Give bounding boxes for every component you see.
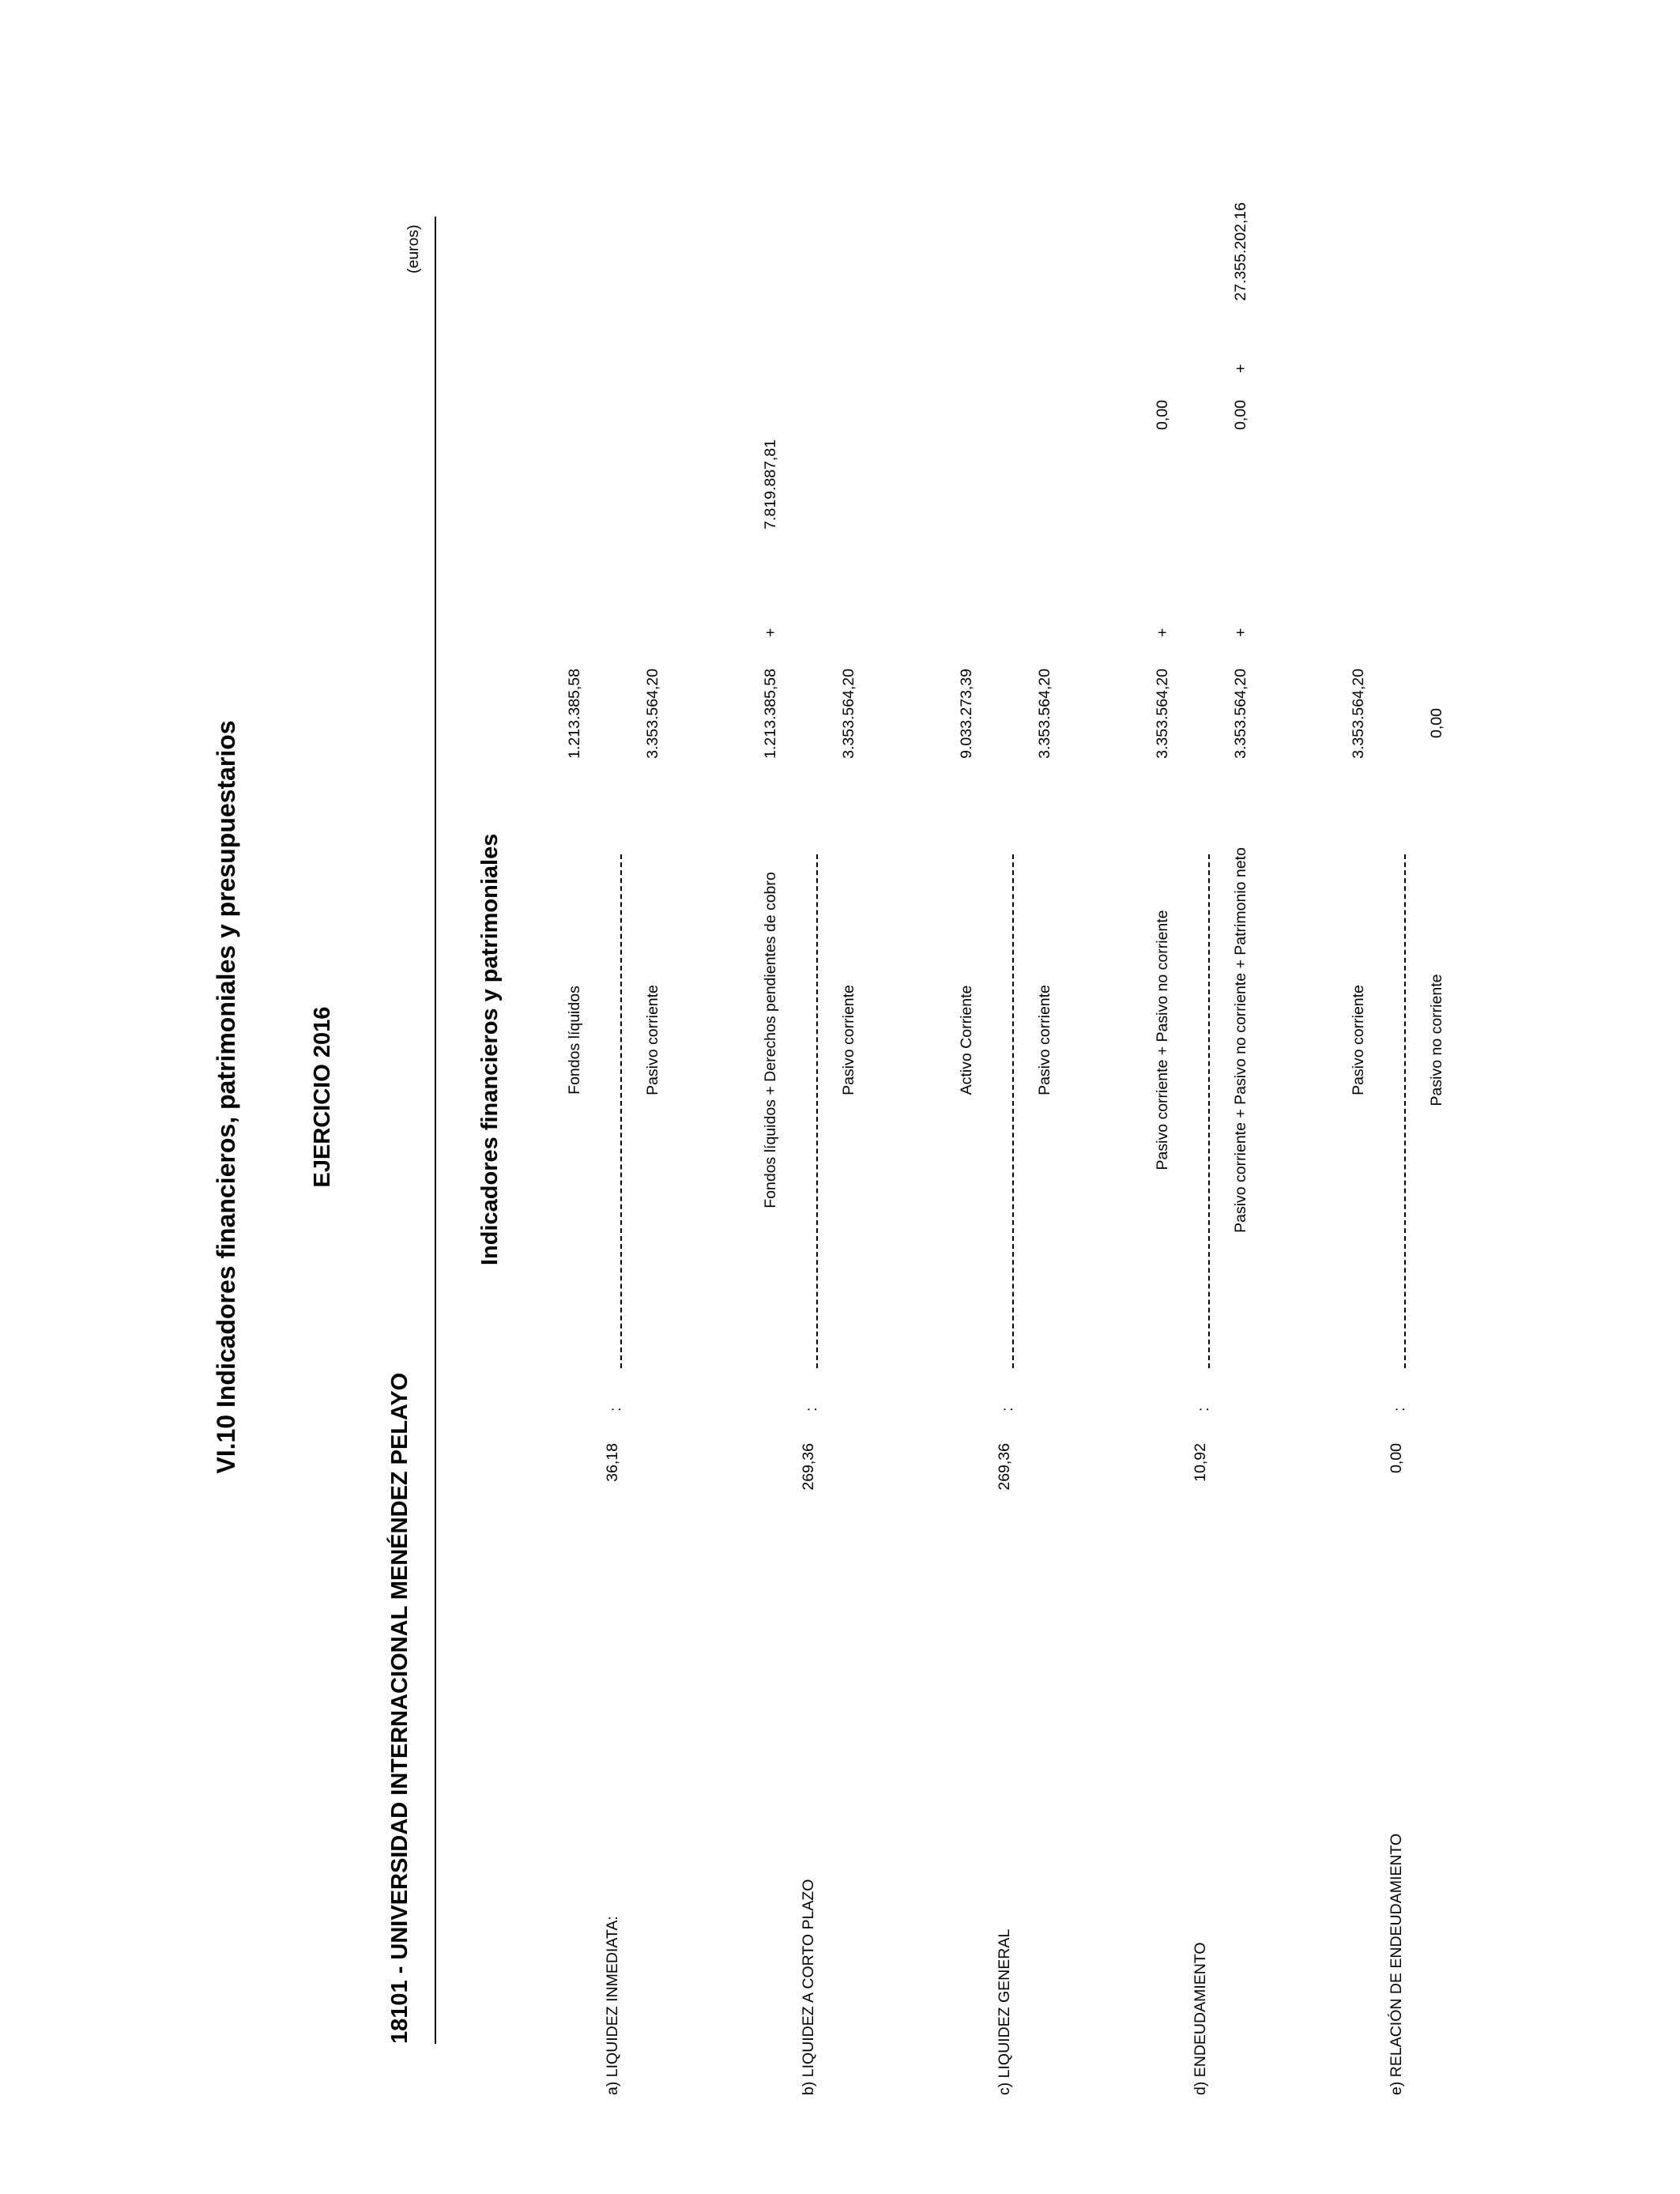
- indicator-label: c) LIQUIDEZ GENERAL: [996, 1928, 1013, 2095]
- numerator-label: Pasivo corriente + Pasivo no corriente: [1154, 910, 1171, 1171]
- numerator-label: Fondos líquidos: [566, 986, 583, 1095]
- indicator-value: 36,18: [604, 1443, 621, 1482]
- fraction-line: [1208, 854, 1210, 1368]
- colon-separator: :: [1195, 1407, 1212, 1412]
- numerator-value-2: 0,00: [1154, 400, 1171, 430]
- report-title: VI.10 Indicadores financieros, patrimoniales y presupuestarios: [212, 720, 240, 1474]
- colon-separator: :: [1391, 1407, 1408, 1412]
- colon-separator: :: [999, 1407, 1016, 1412]
- indicator-value: 269,36: [800, 1443, 817, 1491]
- numerator-label: Activo Corriente: [958, 985, 975, 1095]
- exercise-year: EJERCICIO 2016: [310, 1006, 335, 1188]
- numerator-label: Pasivo corriente: [1350, 985, 1367, 1095]
- numerator-value: 3.353.564,20: [1350, 669, 1367, 759]
- denominator-label: Pasivo corriente + Pasivo no corriente + Patrimonio neto: [1232, 847, 1249, 1233]
- indicator-label: a) LIQUIDEZ INMEDIATA:: [604, 1916, 621, 2095]
- numerator-label: Fondos líquidos + Derechos pendientes de cobro: [762, 872, 779, 1208]
- denominator-value: 3.353.564,20: [644, 669, 661, 759]
- indicator-value: 10,92: [1192, 1443, 1209, 1482]
- numerator-value: 9.033.273,39: [958, 669, 975, 759]
- denominator-label: Pasivo corriente: [1036, 985, 1053, 1095]
- numerator-value-1: 3.353.564,20: [1154, 669, 1171, 759]
- entity-name: 18101 - UNIVERSIDAD INTERNACIONAL MENÉNDEZ PELAYO: [387, 1372, 412, 2044]
- denominator-label: Pasivo corriente: [840, 985, 857, 1095]
- fraction-line: [816, 854, 818, 1368]
- header-rule: [435, 217, 436, 2044]
- fraction-line: [620, 854, 622, 1368]
- colon-separator: :: [607, 1407, 624, 1412]
- indicator-label: e) RELACIÓN DE ENDEUDAMIENTO: [1388, 1833, 1405, 2095]
- indicator-label: d) ENDEUDAMIENTO: [1192, 1942, 1209, 2095]
- denominator-value: 0,00: [1428, 708, 1445, 738]
- plus-sign: +: [1154, 628, 1171, 637]
- numerator-value: 1.213.385,58: [566, 669, 583, 759]
- denominator-value: 3.353.564,20: [840, 669, 857, 759]
- indicator-label: b) LIQUIDEZ A CORTO PLAZO: [800, 1879, 817, 2095]
- fraction-line: [1012, 854, 1014, 1368]
- denominator-value: 3.353.564,20: [1036, 669, 1053, 759]
- numerator-value-1: 1.213.385,58: [762, 669, 779, 759]
- denominator-label: Pasivo no corriente: [1428, 974, 1445, 1106]
- colon-separator: :: [803, 1407, 820, 1412]
- denominator-value-1: 3.353.564,20: [1232, 669, 1249, 759]
- denominator-label: Pasivo corriente: [644, 985, 661, 1095]
- plus-sign: +: [1232, 364, 1249, 373]
- section-title: Indicadores financieros y patrimoniales: [477, 833, 503, 1265]
- units-note: (euros): [405, 224, 422, 273]
- denominator-value-3: 27.355.202,16: [1232, 202, 1249, 301]
- numerator-value-2: 7.819.887,81: [762, 439, 779, 530]
- indicator-value: 269,36: [996, 1443, 1013, 1491]
- indicator-value: 0,00: [1388, 1443, 1405, 1473]
- plus-sign: +: [762, 628, 779, 637]
- denominator-value-2: 0,00: [1232, 400, 1249, 430]
- fraction-line: [1404, 854, 1406, 1368]
- plus-sign: +: [1232, 628, 1249, 637]
